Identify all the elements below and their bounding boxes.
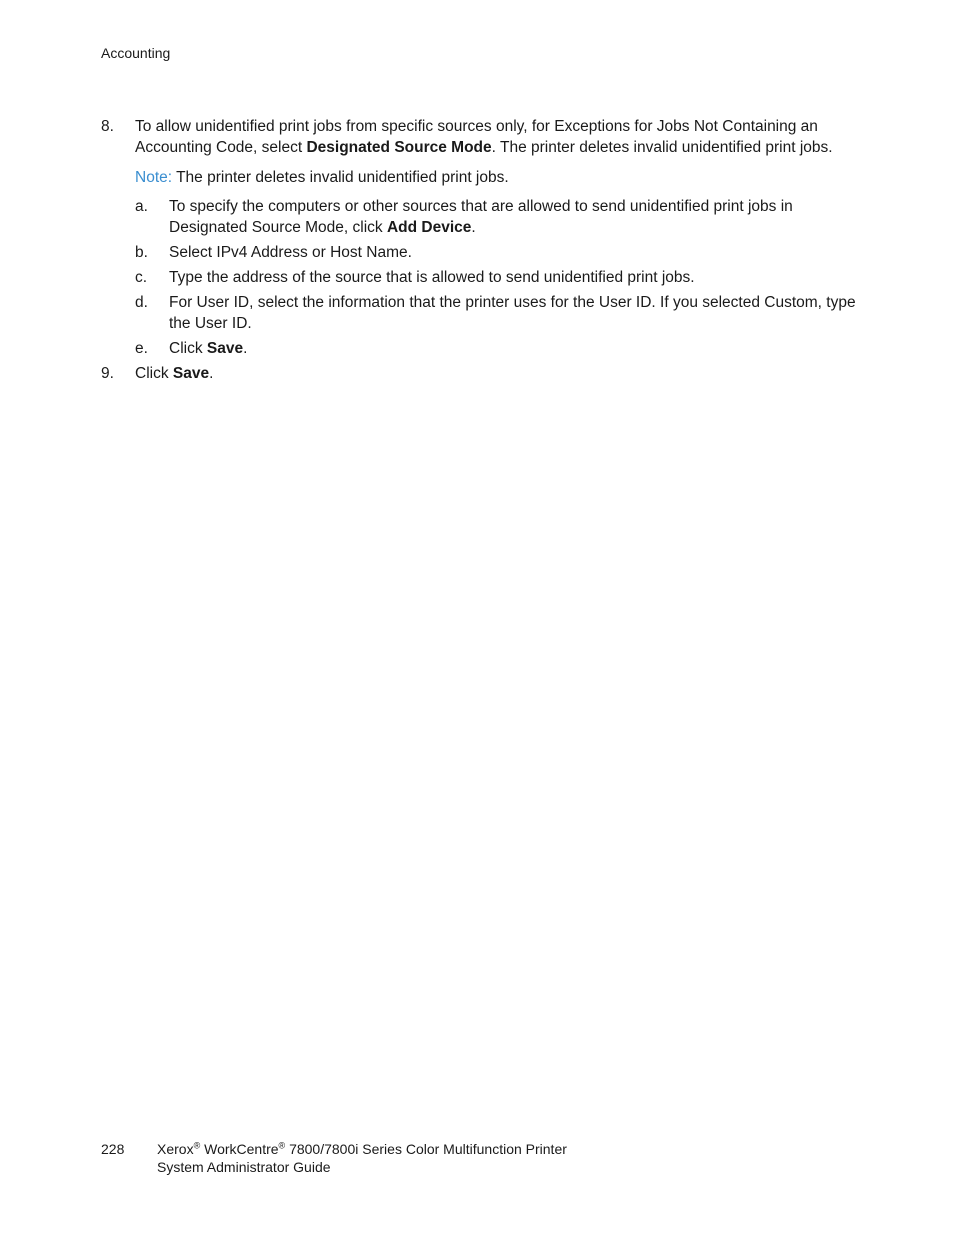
step-number: 9. [101,365,114,382]
step-8 [101,116,861,359]
note [135,167,861,188]
substep-letter: c. [135,269,148,286]
substep-e: e. Click Save. [135,340,248,357]
section-title: Accounting [101,45,171,61]
substep-list [135,196,861,359]
step-8-text: To allow unidentified print jobs from specific sources only, for Exceptions for Jobs Not Containing an Accounting Code, select Designated Source Mode. The printer deletes invalid unidentified print jobs. [135,118,833,156]
substep-letter: e. [135,340,148,357]
note-label: Note: [135,169,173,186]
substep-c: c. Type the address of the source that is allowed to send unidentified print jobs. [135,269,695,286]
ui-term-save: Save [206,340,244,357]
guide-title: System Administrator Guide [157,1159,331,1175]
registered-mark: ® [193,1140,201,1151]
ui-term-designated-source-mode: Designated Source Mode [306,139,492,156]
step-9: 9. Click Save. [101,365,214,382]
substep-b: b. Select IPv4 Address or Host Name. [135,244,412,261]
footer-doc-title [157,1140,567,1176]
page-number: 228 [101,1141,125,1157]
procedure-content [101,116,861,384]
substep-letter: d. [135,294,148,311]
product-line: Xerox® WorkCentre® 7800/7800i Series Color Multifunction Printer [157,1140,567,1157]
note-text: The printer deletes invalid unidentified print jobs. [172,169,509,186]
ui-term-save: Save [172,365,210,382]
ui-term-add-device: Add Device [386,219,472,236]
substep-a: a. To specify the computers or other sources that are allowed to send unidentified print jobs in Designated Source Mode, click Add Device. [135,198,793,236]
substep-letter: a. [135,198,148,215]
substep-d: d. For User ID, select the information that the printer uses for the User ID. If you selected Custom, type the User ID. [135,294,856,332]
substep-letter: b. [135,244,148,261]
running-header [101,44,170,62]
step-number: 8. [101,118,114,135]
registered-mark: ® [278,1140,286,1151]
